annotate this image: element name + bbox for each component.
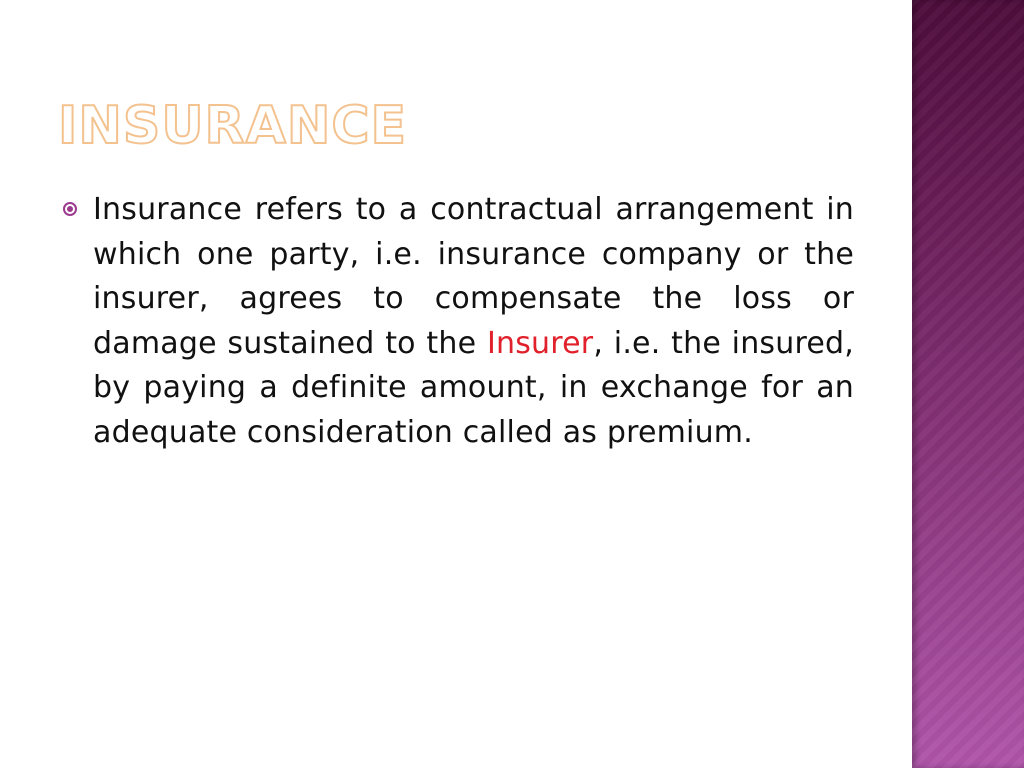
bullet-text-before: Insurance refers to a contractual arrangement in which one party, i.e. insurance company or the insurer, agrees to compensate the loss or damage sustained to the bbox=[93, 192, 854, 361]
bullet-item bbox=[60, 188, 854, 455]
bullet-text-after: , i.e. the insured, by paying a definite amount, in exchange for an adequate consideration called as premium. bbox=[93, 325, 854, 450]
bullet-circle-icon bbox=[63, 202, 77, 216]
highlighted-term: Insurer bbox=[486, 325, 594, 361]
bullet-list bbox=[60, 188, 854, 455]
slide-title: INSURANCE bbox=[58, 96, 408, 156]
decorative-side-band bbox=[912, 0, 1024, 768]
